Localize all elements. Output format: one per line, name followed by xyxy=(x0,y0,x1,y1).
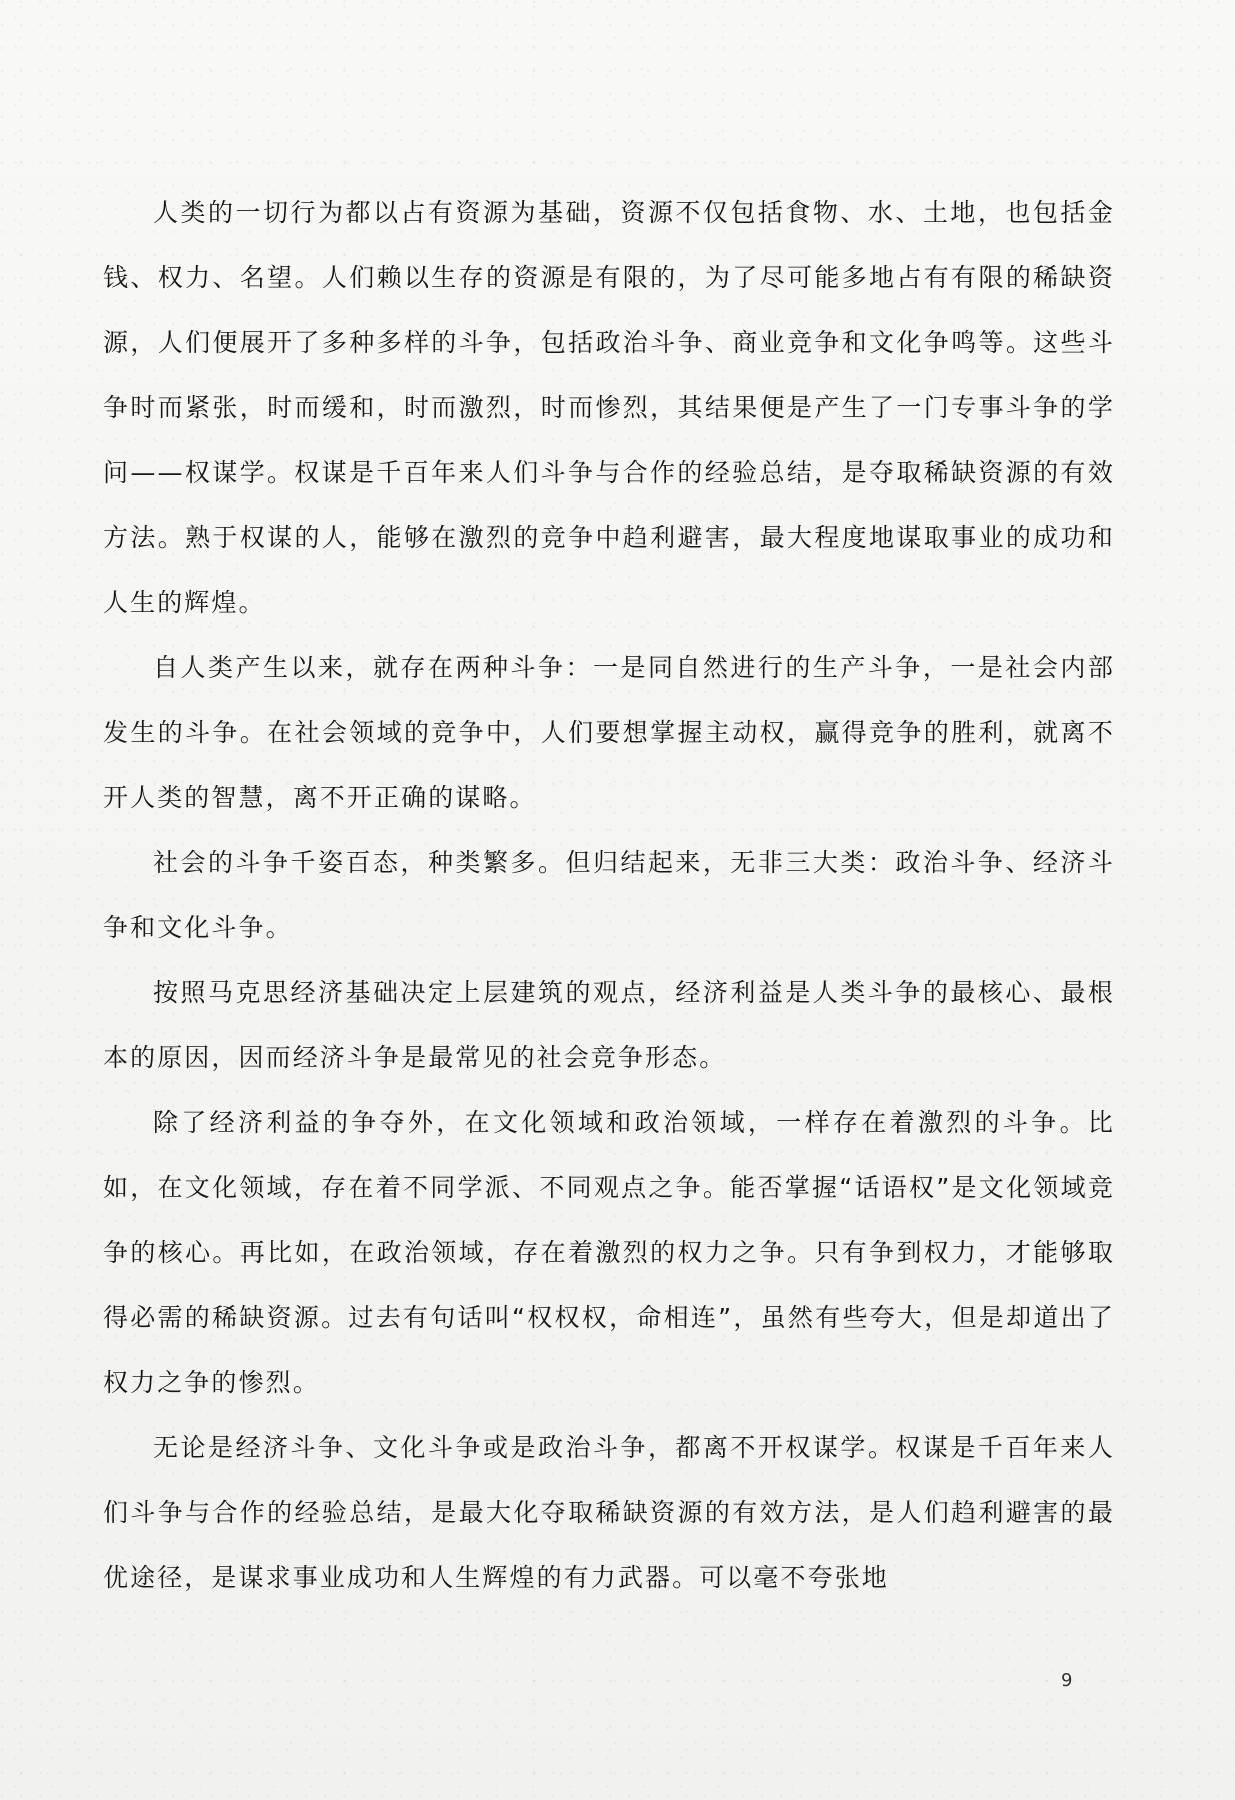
paragraph-3: 社会的斗争千姿百态，种类繁多。但归结起来，无非三大类：政治斗争、经济斗争和文化斗争。 xyxy=(103,848,1115,942)
page-number: 9 xyxy=(1061,1670,1073,1691)
paragraph-5: 除了经济利益的争夺外，在文化领域和政治领域，一样存在着激烈的斗争。比如，在文化领域，存在着不同学派、不同观点之争。能否掌握“话语权”是文化领域竞争的核心。再比如，在政治领域，存在着激烈的权力之争。只有争到权力，才能够取得必需的稀缺资源。过去有句话叫“权权权，命相连”，虽然有些夸大，但是却道出了权力之争的惨烈。 xyxy=(103,1108,1115,1397)
paragraph-2: 自人类产生以来，就存在两种斗争：一是同自然进行的生产斗争，一是社会内部发生的斗争。在社会领域的竞争中，人们要想掌握主动权，赢得竞争的胜利，就离不开人类的智慧，离不开正确的谋略。 xyxy=(103,653,1115,812)
paragraph-1: 人类的一切行为都以占有资源为基础，资源不仅包括食物、水、土地，也包括金钱、权力、名望。人们赖以生存的资源是有限的，为了尽可能多地占有有限的稀缺资源，人们便展开了多种多样的斗争，包括政治斗争、商业竞争和文化争鸣等。这些斗争时而紧张，时而缓和，时而激烈，时而惨烈，其结果便是产生了一门专事斗争的学问——权谋学。权谋是千百年来人们斗争与合作的经验总结，是夺取稀缺资源的有效方法。熟于权谋的人，能够在激烈的竞争中趋利避害，最大程度地谋取事业的成功和人生的辉煌。 xyxy=(103,198,1115,617)
body-text xyxy=(103,180,1115,1610)
paragraph-4: 按照马克思经济基础决定上层建筑的观点，经济利益是人类斗争的最核心、最根本的原因，因而经济斗争是最常见的社会竞争形态。 xyxy=(103,978,1115,1072)
paragraph-6: 无论是经济斗争、文化斗争或是政治斗争，都离不开权谋学。权谋是千百年来人们斗争与合作的经验总结，是最大化夺取稀缺资源的有效方法，是人们趋利避害的最优途径，是谋求事业成功和人生辉煌的有力武器。可以毫不夸张地 xyxy=(103,1433,1115,1592)
